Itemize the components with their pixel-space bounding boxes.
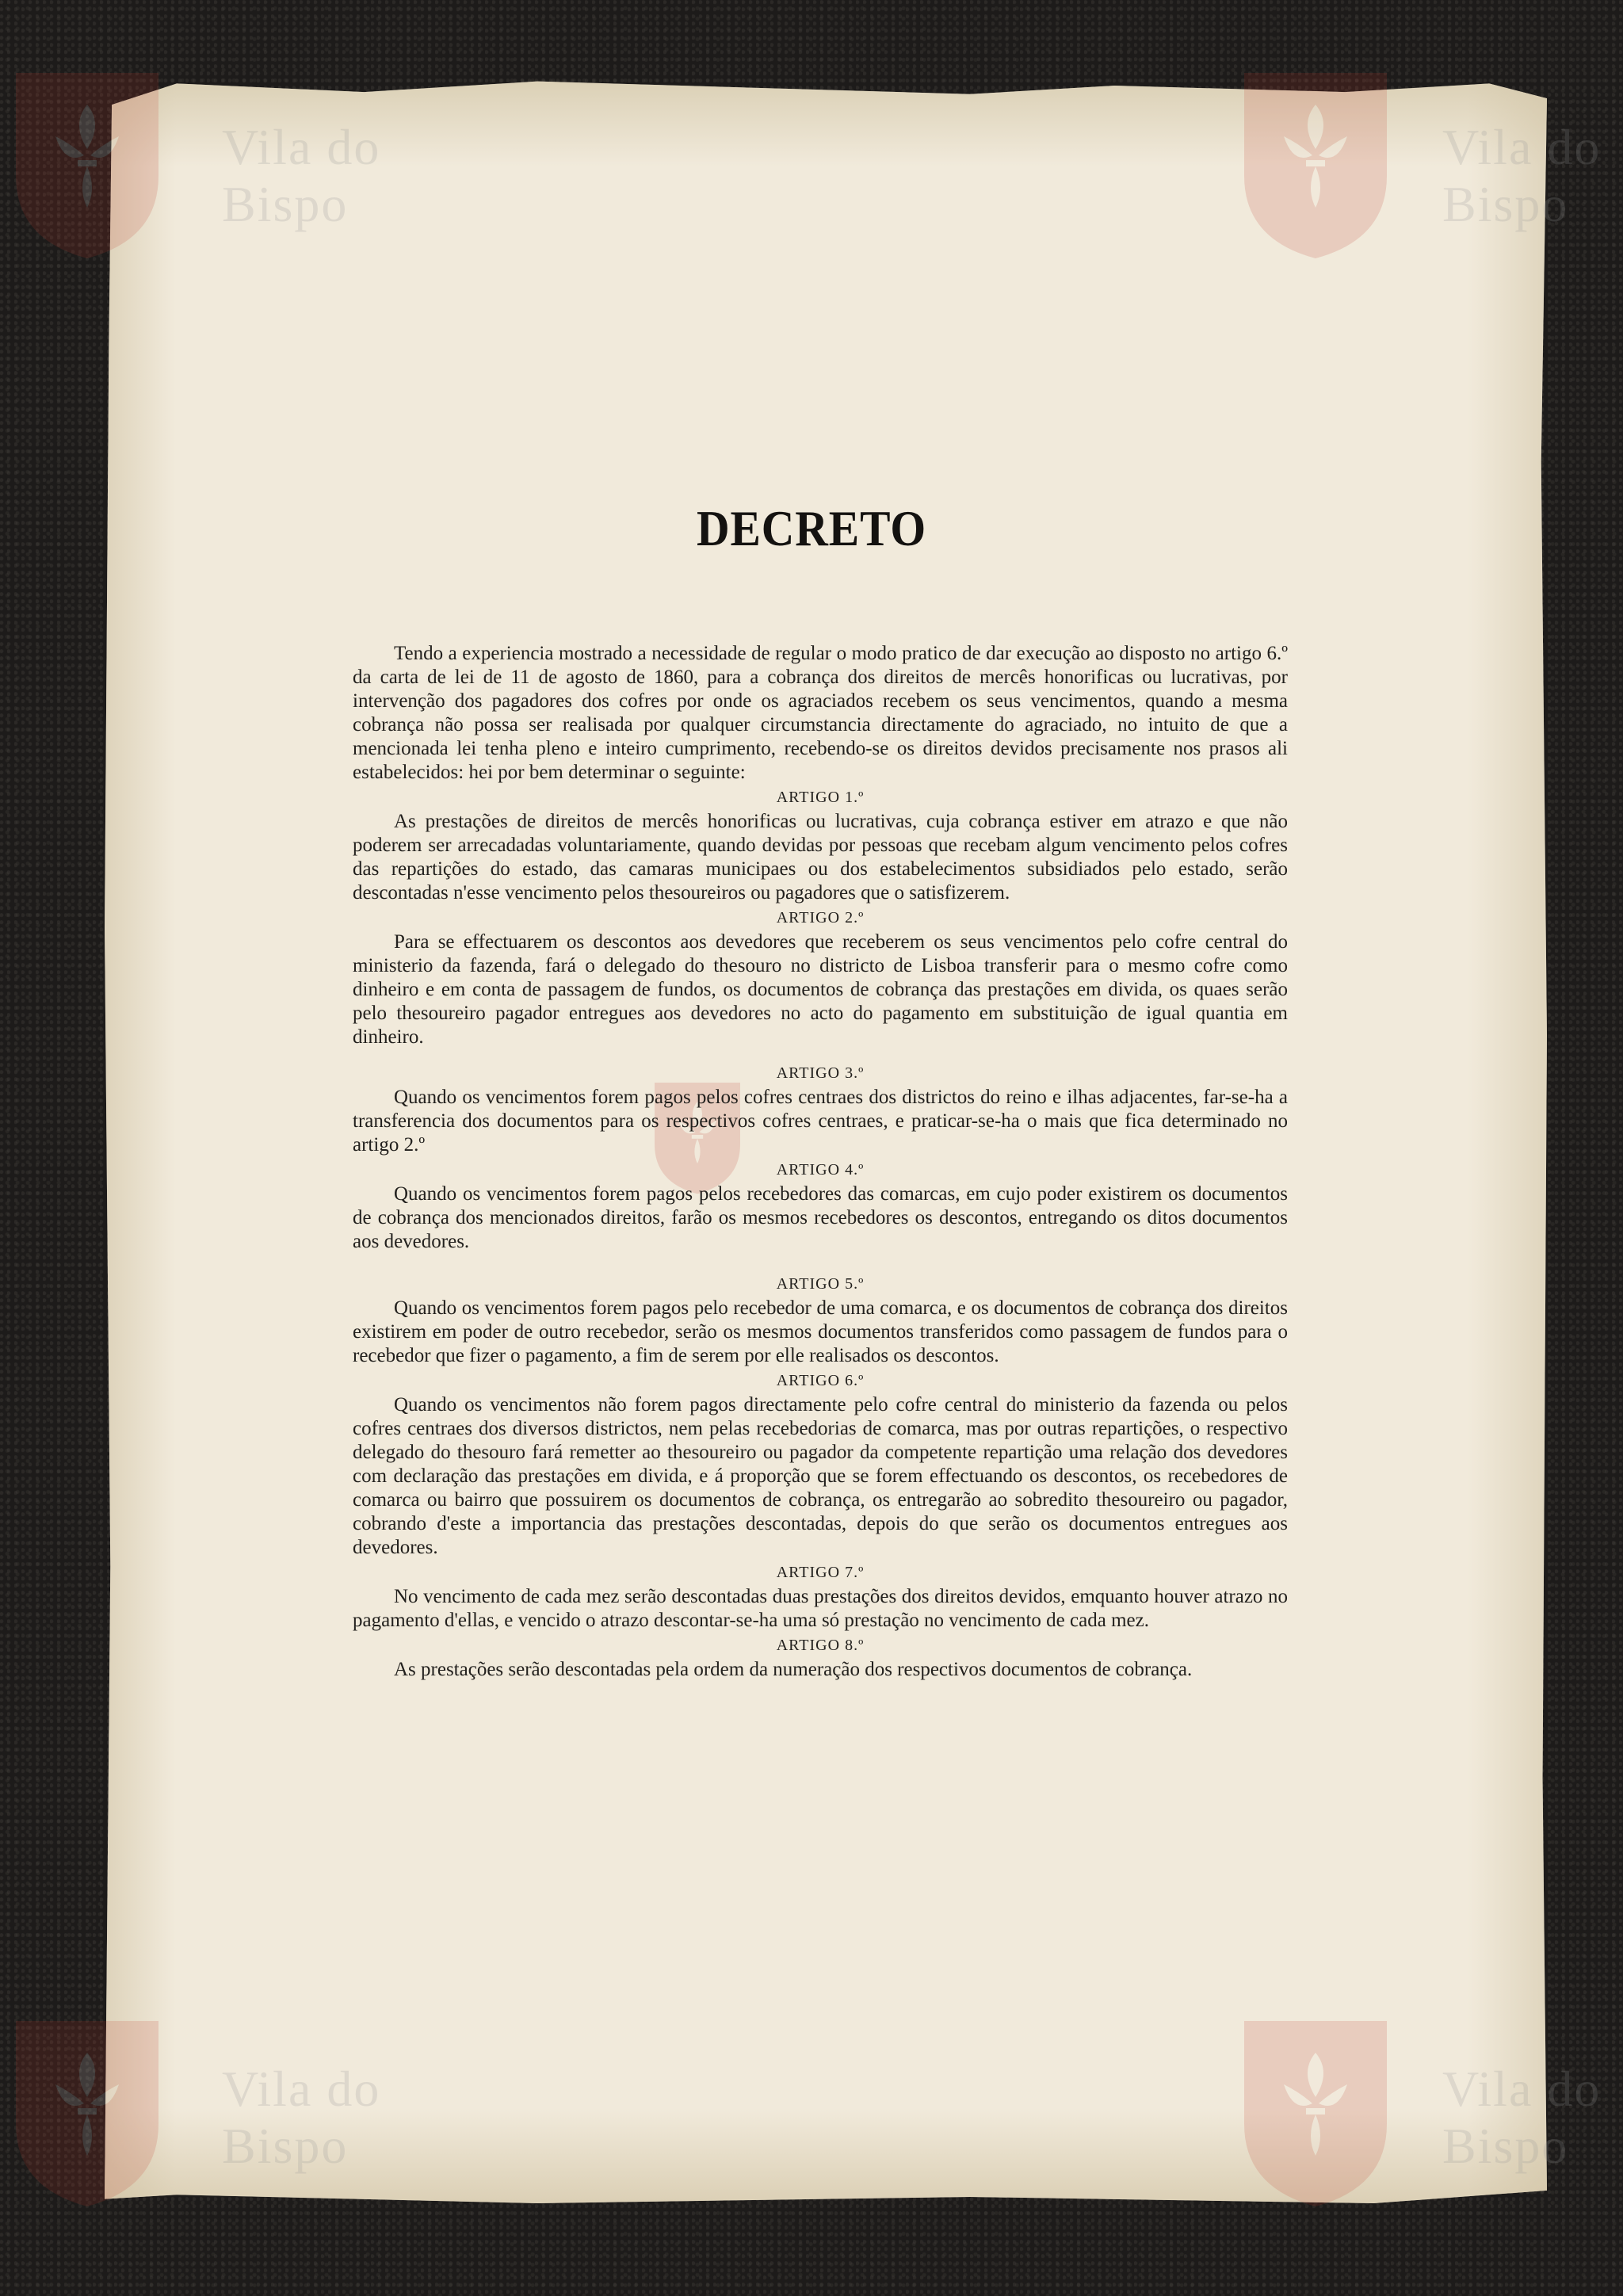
article-heading: ARTIGO 1.º	[776, 789, 865, 806]
article-text: Quando os vencimentos não forem pagos directamente pelo cofre central do ministerio da fazenda ou pelos cofres centraes dos diversos districtos, nem pelas recebedorias de comarca, mas por outras repartições, o respectivo delegado do thesouro fará remetter ao thesoureiro ou pagador da competente repartição uma relação dos devedores com declaração das prestações em divida, e á proporção que se forem effectuando os descontos, os recebedores de comarca ou bairro que possuirem os documentos de cobrança, os entregarão ao sobredito thesoureiro ou pagador, cobrando d'este a importancia das prestações descontadas, depois do que serão os documentos entregues aos devedores.	[353, 1394, 1288, 1558]
article-text: Quando os vencimentos forem pagos pelos cofres centraes dos districtos do reino e ilhas adjacentes, far-se-ha a transferencia dos documentos para os respectivos cofres centraes, e praticar-se-ha o mais que fica determinado no artigo 2.º	[353, 1087, 1288, 1156]
watermark-shield-icon	[8, 65, 166, 263]
article-heading: ARTIGO 8.º	[776, 1637, 865, 1654]
article-text: As prestações serão descontadas pela ordem da numeração dos respectivos documentos de cobrança.	[394, 1659, 1193, 1680]
article-text: No vencimento de cada mez serão descontadas duas prestações dos direitos devidos, emquanto houver atrazo no pagamento d'ellas, e vencido o atrazo descontar-se-ha uma só prestação no vencimento de cada mez.	[353, 1586, 1288, 1631]
article-heading: ARTIGO 3.º	[776, 1064, 865, 1082]
document-body	[353, 642, 1288, 1682]
preamble-paragraph: Tendo a experiencia mostrado a necessidade de regular o modo pratico de dar execução ao disposto no artigo 6.º da carta de lei de 11 de agosto de 1860, para a cobrança dos direitos de mercês honorificas ou lucrativas, por intervenção dos pagadores dos cofres por onde os agraciados recebem os seus vencimentos, quando a mesma cobrança não possa ser realisada por qualquer circumstancia directamente do agraciado, no intuito de que a mencionada lei tenha pleno e inteiro cumprimento, recebendo-se os direitos devidos precisamente nos prasos ali estabelecidos: hei por bem determinar o seguinte:	[353, 643, 1288, 783]
watermark-shield-icon	[1236, 2013, 1395, 2211]
watermark-text: Vila do Bispo	[222, 119, 381, 232]
article-text: As prestações de direitos de mercês honorificas ou lucrativas, cuja cobrança estiver em atrazo e que não poderem ser arrecadadas voluntariamente, quando devidas por pessoas que recebam algum vencimento pelos cofres das repartições do estado, das camaras municipaes ou dos estabelecimentos subsidiados pelo estado, serão descontadas n'esse vencimento pelos thesoureiros ou pagadores que o satisfizerem.	[353, 811, 1288, 904]
watermark-shield-icon	[1236, 65, 1395, 263]
watermark-text: Vila do Bispo	[1442, 2061, 1602, 2174]
document-title: DECRETO	[696, 500, 927, 556]
article-text: Quando os vencimentos forem pagos pelo recebedor de uma comarca, e os documentos de cobrança dos direitos existirem em poder de outro recebedor, serão os mesmos documentos transferidos como passagem de fundos para o recebedor que fizer o pagamento, a fim de serem por elle realisados os descontos.	[353, 1297, 1288, 1366]
watermark-text: Vila do Bispo	[222, 2061, 381, 2174]
watermark-shield-icon	[8, 2013, 166, 2211]
article-heading: ARTIGO 5.º	[776, 1275, 865, 1293]
article-heading: ARTIGO 6.º	[776, 1372, 865, 1389]
article-text: Para se effectuarem os descontos aos devedores que receberem os seus vencimentos pelo cofre central do ministerio da fazenda, fará o delegado do thesouro no districto de Lisboa transferir para o mesmo cofre como dinheiro e em conta de passagem de fundos, os documentos de cobrança das prestações em divida, os quaes serão pelo thesoureiro pagador entregues aos devedores no acto do pagamento em substituição de igual quantia em dinheiro.	[353, 931, 1288, 1048]
article-text: Quando os vencimentos forem pagos pelos recebedores das comarcas, em cujo poder existirem os documentos de cobrança dos mencionados direitos, farão os mesmos recebedores os descontos, entregando os ditos documentos aos devedores.	[353, 1183, 1288, 1252]
article-heading: ARTIGO 4.º	[776, 1161, 865, 1179]
watermark-text: Vila do Bispo	[1442, 119, 1602, 232]
article-heading: ARTIGO 7.º	[776, 1564, 865, 1581]
article-heading: ARTIGO 2.º	[776, 909, 865, 926]
